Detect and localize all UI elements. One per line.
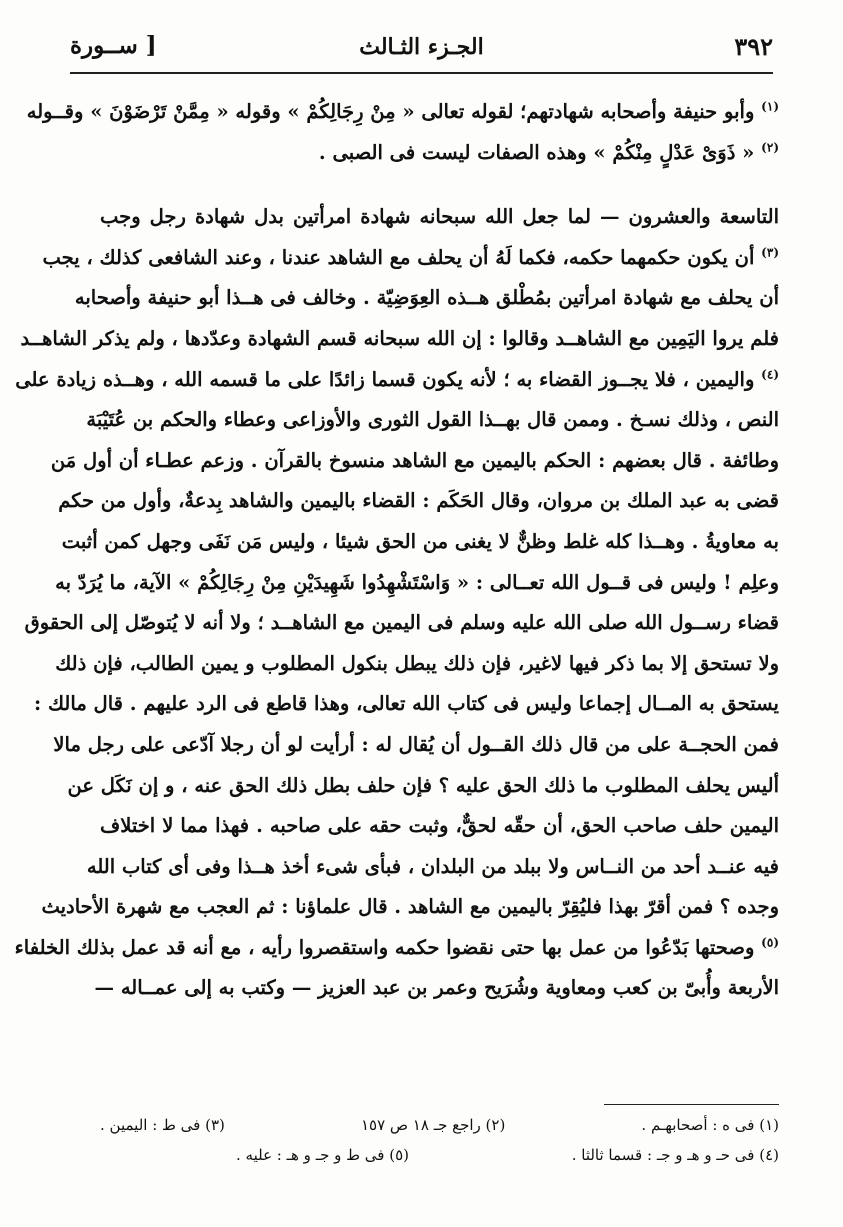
footnotes: [100, 1110, 779, 1170]
text-line: [53, 725, 779, 766]
text-line: [20, 319, 779, 360]
paragraph-2: [14, 197, 779, 1009]
footnote-1: (١) فى ه : أصحابهـم .: [641, 1116, 779, 1134]
surah-label: [ ســورة: [70, 32, 157, 59]
line-text: وجده ؟ فمن أقرّ بهذا فليُقِرّ باليمين مع الشاهد . قال علماؤنا : ثم العجب مع شهرة الأحاديث: [41, 895, 779, 919]
text-line: [94, 968, 779, 1009]
line-text: وأبو حنيفة وأصحابه شهادتهم؛ لقوله تعالى « مِنْ رِجَالِكُمْ » وقوله « مِمَّنْ تَرْضَوْنَ » وقــوله: [26, 100, 755, 123]
text-line: [41, 887, 779, 928]
running-head: [70, 26, 773, 70]
text-line: [100, 133, 779, 174]
line-text: اليمين حلف صاحب الحق، أن حقّه لحقٌّ، وثبت حقه على صاحبه . فهذا مما لا اختلاف: [100, 814, 779, 838]
line-text: فمن الحجــة على من قال ذلك القــول أن يُقال له : أرأيت لو أن رجلا آدّعى على رجل مالا: [53, 732, 779, 756]
line-text: فلم يروا اليَمِين مع الشاهــد وقالوا : إن الله سبحانه قسم الشهادة وعدّدها ، ولم يذكر الشاهــد: [20, 326, 779, 350]
footnote-2: (٢) راجع جـ ١٨ ص ١٥٧: [360, 1116, 506, 1134]
text-line: [100, 197, 779, 238]
text-line: [14, 928, 779, 969]
line-text: أن يحلف مع شهادة امرأتين بمُطْلق هــذه العِوَضِيّة . وخالف فى هــذا أبو حنيفة وأصحابه: [74, 286, 779, 310]
text-line: [42, 238, 779, 279]
footnote-5: (٥) فى ط و جـ و هـ : عليه .: [236, 1146, 409, 1164]
text-line: [86, 400, 779, 441]
line-text: يستحق به المــال إجماعا وليس فى كتاب الله تعالى، وهذا قاطع فى الرد عليهم . قال مالك :: [34, 692, 779, 716]
footnote-marker-4: (٤): [761, 367, 779, 382]
text-line: [50, 441, 779, 482]
part-title: الجـزء الثـالث: [359, 34, 484, 60]
paragraph-1: [26, 92, 779, 173]
line-text: النص ، وذلك نسـخ . وممن قال بهــذا القول الثورى والأوزاعى وعطاء والحكم بن عُتَيْبَة: [86, 408, 779, 432]
line-text: به معاويةُ . وهــذا كله غلط وظنٌّ لا يغنى من الحق شيئا ، وليس مَن نَفَى وجهل كمن أثبت: [61, 529, 779, 553]
text-line: [26, 92, 779, 133]
text-line: [67, 766, 779, 807]
line-text: واليمين ، فلا يجــوز القضاء به ؛ لأنه يكون قسما زائدًا على ما قسمه الله ، وهــذه زيادة على: [15, 367, 755, 391]
line-text: وطائفة . قال بعضهم : الحكم باليمين مع الشاهد منسوخ بالقرآن . وزعم عطـاء أن أول مَن: [50, 448, 779, 472]
text-line: [34, 684, 779, 725]
main-text: [14, 92, 779, 1009]
text-line: [74, 278, 779, 319]
text-line: [100, 806, 779, 847]
footnote-4: (٤) فى حـ و هـ و جـ : قسما ثالثا .: [571, 1146, 779, 1164]
line-text: ولا تستحق إلا بما ذكر فيها لاغير، فإن ذلك يبطل بنكول المطلوب و يمين الطالب، فإن ذلك: [55, 651, 779, 675]
footnote-3: (٣) فى ط : اليمين .: [100, 1116, 225, 1134]
line-text: قضى به عبد الملك بن مروان، وقال الحَكَم : القضاء باليمين والشاهد بِدعةٌ، وأول من حكم: [58, 489, 779, 513]
footnote-row-1: [100, 1110, 779, 1140]
text-line: [61, 522, 779, 563]
text-line: [86, 847, 779, 888]
text-line: [58, 481, 779, 522]
page-number: ٣٩٢: [734, 32, 773, 61]
text-line: [15, 360, 779, 401]
footnote-row-2: [100, 1140, 779, 1170]
line-text: وعلِم ! وليس فى قــول الله تعــالى : « وَاسْتَشْهِدُوا شَهِيدَيْنِ مِنْ رِجَالِكُمْ » الآية، ما يُرَدّ به: [55, 570, 779, 594]
line-text: التاسعة والعشرون — لما جعل الله سبحانه شهادة امرأتين بدل شهادة رجل وجب: [100, 205, 779, 229]
line-text: فيه عنــد أحد من النــاس ولا ببلد من البلدان ، فبأى شىء أخذ هــذا وفى أى كتاب الله: [86, 854, 779, 878]
header-divider: [70, 72, 773, 74]
line-text: أن يكون حكمهما حكمه، فكما لَهُ أن يحلف مع الشاهد عندنا ، وعند الشافعى كذلك ، يجب: [42, 245, 755, 269]
footnote-marker-1: (١): [761, 99, 779, 114]
line-text: الأربعة وأُبىّ بن كعب ومعاوية وشُرَيح وعمر بن عبد العزيز — وكتب به إلى عمــاله —: [94, 976, 779, 1000]
line-text: « ذَوَىْ عَدْلٍ مِنْكُمْ » وهذه الصفات ليست فى الصبى .: [318, 140, 755, 164]
footnote-divider: [604, 1104, 779, 1105]
footnote-marker-3: (٣): [761, 245, 779, 260]
text-line: [55, 644, 779, 685]
footnote-marker-5: (٥): [761, 935, 779, 950]
line-text: وصحتها بَدّعُوا من عمل بها حتى نقضوا حكمه واستقصروا رأيه ، مع أنه قد عمل بذلك الخلفاء: [14, 935, 755, 959]
text-line: [24, 603, 779, 644]
text-line: [55, 563, 779, 604]
line-text: أليس يحلف المطلوب ما ذلك الحق عليه ؟ فإن حلف بطل ذلك الحق عنه ، و إن نَكَل عن: [67, 773, 779, 797]
line-text: قضاء رســول الله صلى الله عليه وسلم فى اليمين مع الشاهــد ؛ ولا أنه لا يُتوصّل إلى الحقوق: [24, 611, 779, 635]
footnote-marker-2: (٢): [761, 140, 779, 155]
